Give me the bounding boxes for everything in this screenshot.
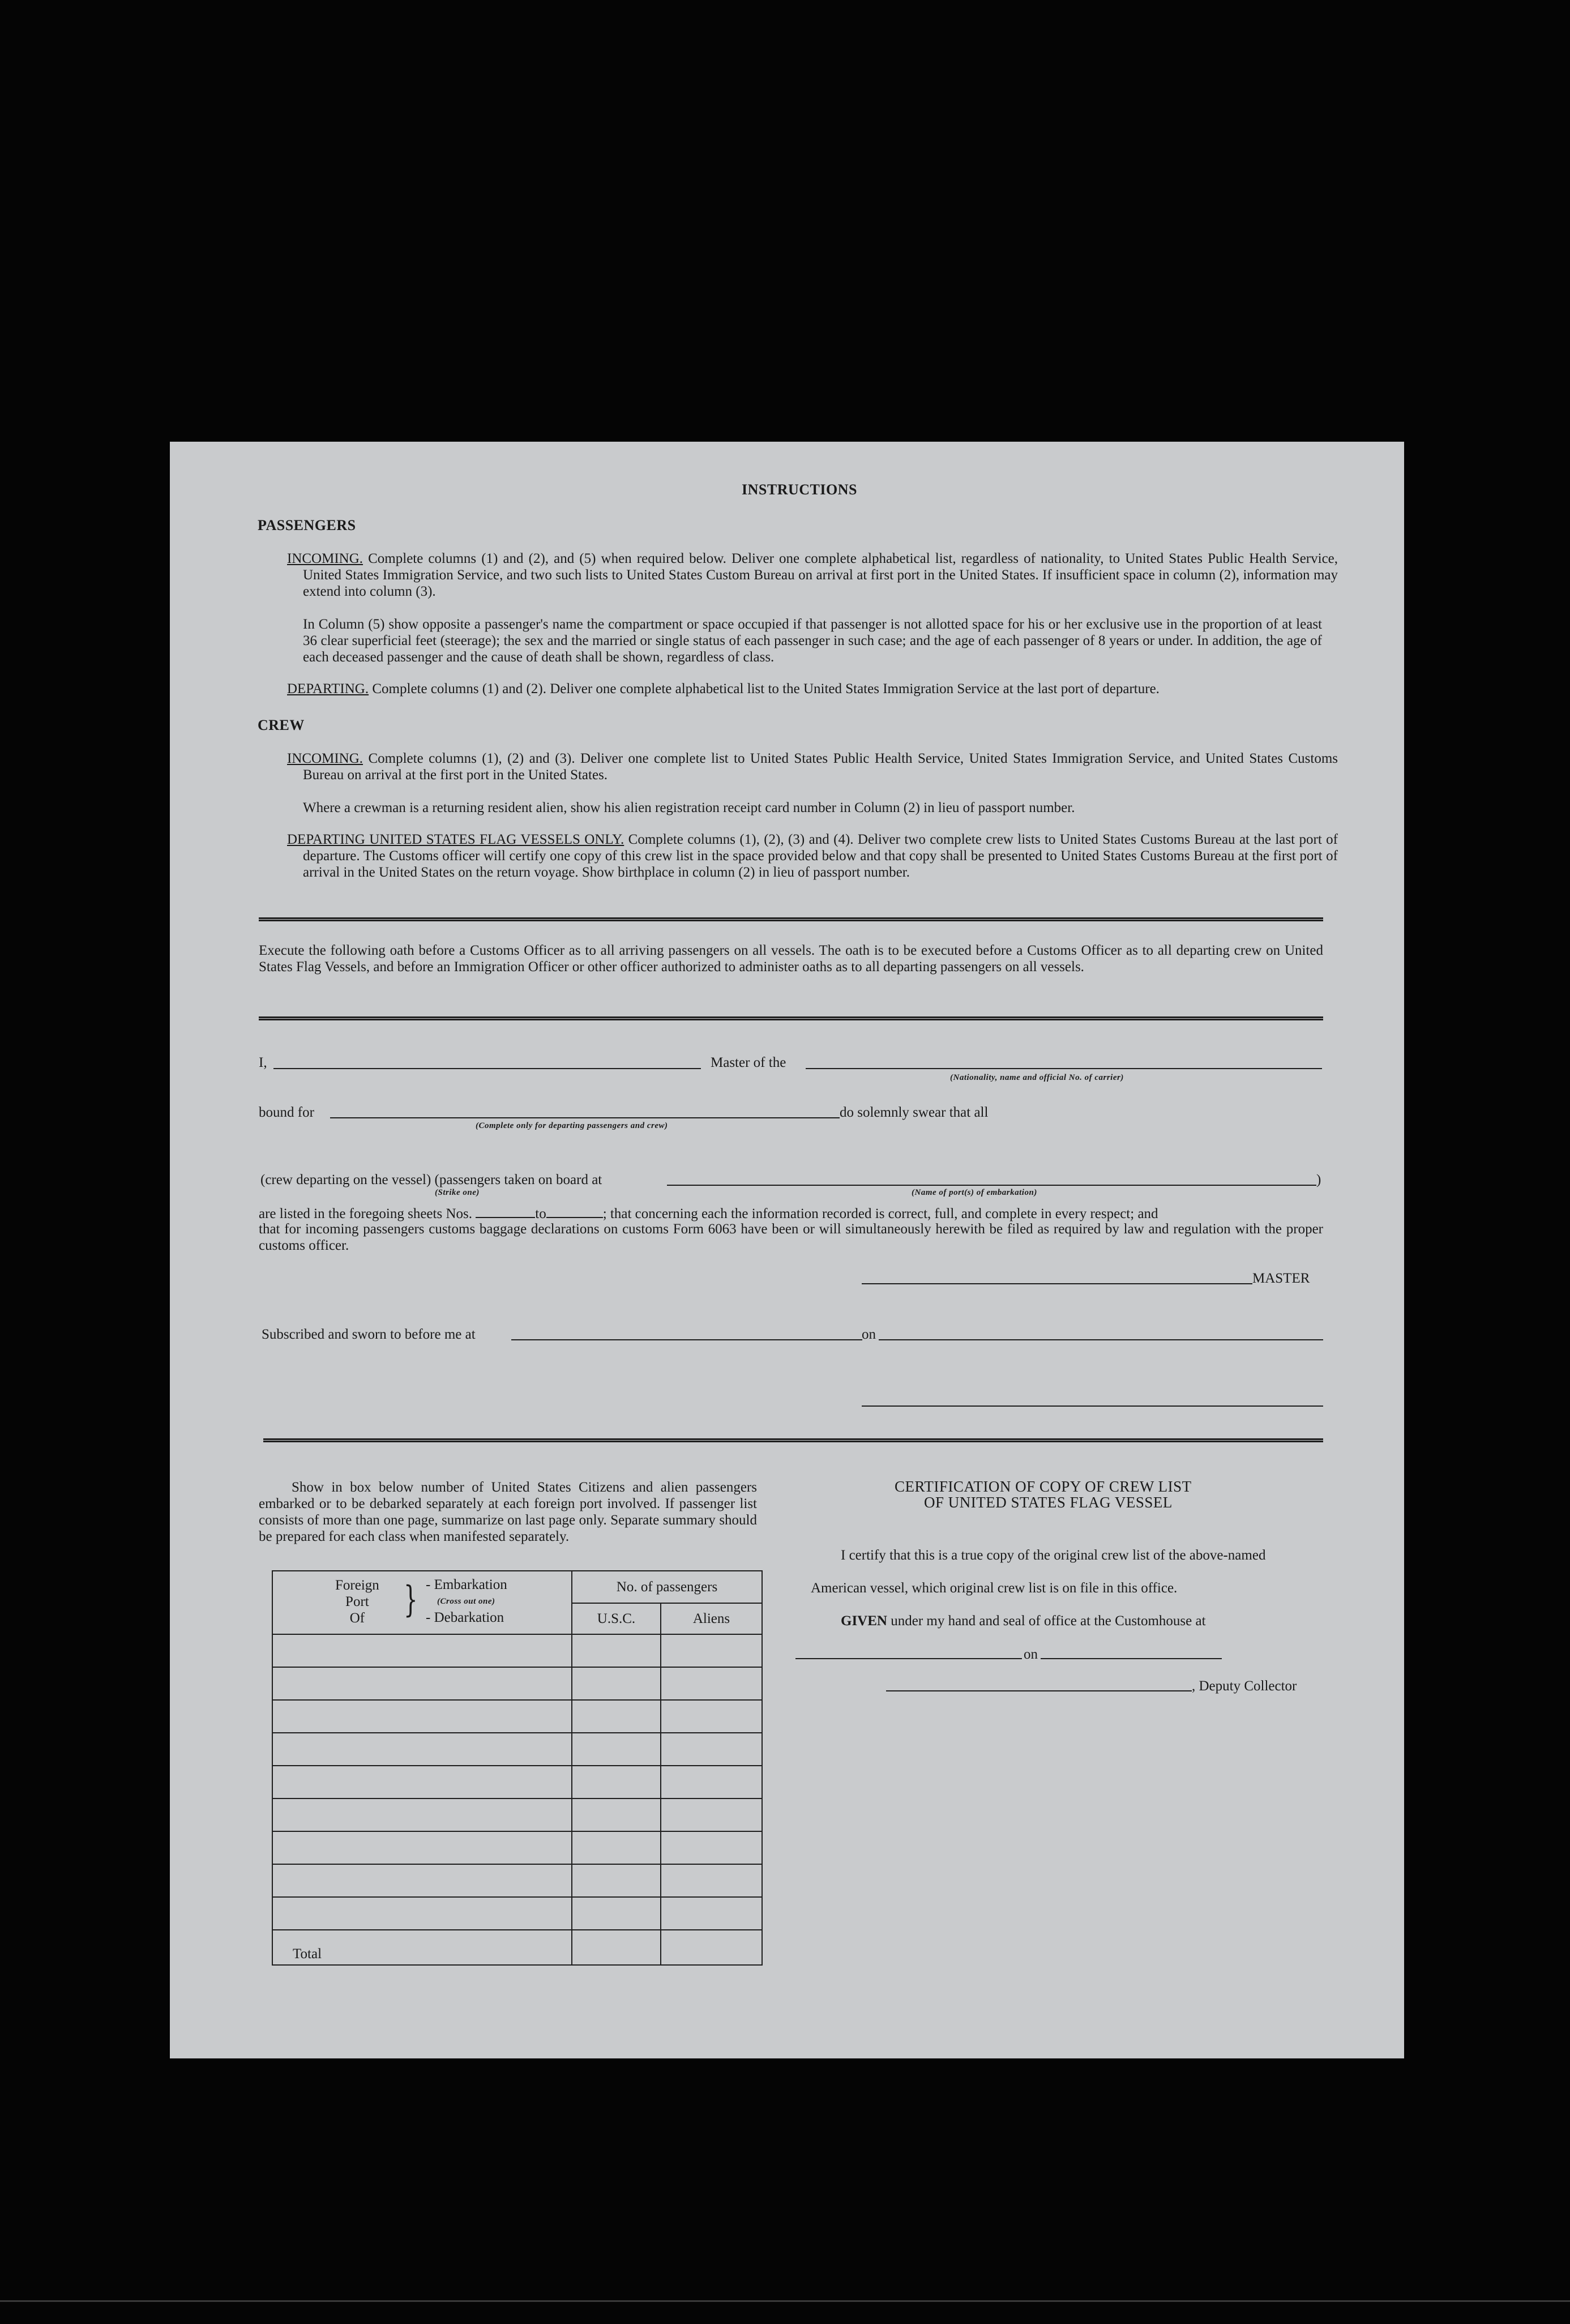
passengers-departing-text: Complete columns (1) and (2). Deliver one complete alphabetical list to the United States Immigration Service at the last port of departure. <box>372 681 1160 697</box>
aliens-cell[interactable] <box>661 1831 762 1864</box>
table-row <box>272 1864 762 1897</box>
usc-total-cell[interactable] <box>572 1930 661 1965</box>
embarkation-label: - Embarkation <box>426 1577 507 1592</box>
usc-cell[interactable] <box>572 1667 661 1700</box>
close-paren: ) <box>1316 1172 1321 1187</box>
subscribed-label: Subscribed and sworn to before me at <box>262 1327 476 1342</box>
usc-cell[interactable] <box>572 1700 661 1733</box>
table-row <box>272 1634 762 1667</box>
document-page <box>170 442 1404 2058</box>
usc-cell[interactable] <box>572 1897 661 1930</box>
crew-heading: CREW <box>258 717 305 733</box>
port-cell[interactable] <box>272 1667 572 1700</box>
port-label: Port <box>345 1594 369 1609</box>
table-row <box>272 1766 762 1798</box>
port-note: (Name of port(s) of embarkation) <box>912 1188 1037 1197</box>
summary-intro-paragraph: Show in box below number of United States Citizens and alien passengers embarked or to be debarked separately at each foreign port involved. If passenger list consists of more than one page, summarize on last page only. Separate summary should be prepared for each class when manifested separately. <box>259 1480 757 1544</box>
nationality-note: (Nationality, name and official No. of carrier) <box>950 1073 1124 1082</box>
page-title: INSTRUCTIONS <box>742 481 857 498</box>
customhouse-place-line[interactable] <box>795 1658 1022 1659</box>
crew-incoming-text: Complete columns (1), (2) and (3). Deliver one complete list to United States Public Health Service, United States Immigration Service, and United States Customs Bureau on arrival at the first port in the United States. <box>303 751 1338 783</box>
oath-intro-paragraph: Execute the following oath before a Customs Officer as to all arriving passengers on all vessels. The oath is to be executed before a Customs Officer as to all departing crew on United States Flag Vessels, and before an Immigration Officer or other officer authorized to administer oaths as to all departing passengers on all vessels. <box>259 943 1323 975</box>
usc-cell[interactable] <box>572 1831 661 1864</box>
officer-signature-line[interactable] <box>862 1405 1323 1407</box>
divider-double-3 <box>263 1438 1323 1442</box>
total-label <box>272 1930 572 1965</box>
given-label: GIVEN <box>841 1613 887 1629</box>
bound-note: (Complete only for departing passengers and crew) <box>476 1121 668 1130</box>
passengers-incoming-label: INCOMING. <box>287 551 363 566</box>
crew-incoming-label: INCOMING. <box>287 751 363 766</box>
subscribed-on-label: on <box>862 1327 876 1342</box>
usc-cell[interactable] <box>572 1798 661 1831</box>
oath-i-label: I, <box>259 1055 267 1070</box>
master-signature-line[interactable] <box>862 1283 1252 1284</box>
aliens-cell[interactable] <box>661 1634 762 1667</box>
listed-sheets-line <box>259 1204 1323 1222</box>
usc-cell[interactable] <box>572 1634 661 1667</box>
debarkation-label: - Debarkation <box>426 1610 504 1625</box>
passengers-departing-paragraph <box>287 681 1322 697</box>
port-cell[interactable] <box>272 1864 572 1897</box>
table-row <box>272 1733 762 1766</box>
sheet-from-field[interactable] <box>476 1204 535 1218</box>
passengers-incoming-text: Complete columns (1) and (2), and (5) when required below. Deliver one complete alphabetical list, regardless of nationality, to United States Public Health Service, United States Immigration Service, and two such lists to United States Custom Bureau on arrival at first port in the United States. If insufficient space in column (2), information may extend into column (3). <box>303 551 1338 599</box>
crew-incoming-paragraph <box>287 750 1338 783</box>
listed-c-text: that for incoming passengers customs baggage declarations on customs Form 6063 have been or will simultaneously herewith be filed as required by law and regulation with the proper customs officer. <box>259 1221 1323 1253</box>
divider-double-1 <box>259 917 1323 921</box>
table-row <box>272 1831 762 1864</box>
swear-label: do solemnly swear that all <box>840 1105 989 1120</box>
certification-title-2: OF UNITED STATES FLAG VESSEL <box>924 1494 1173 1511</box>
master-of-label: Master of the <box>711 1055 786 1070</box>
certify-date-line[interactable] <box>1041 1658 1222 1659</box>
port-cell[interactable] <box>272 1831 572 1864</box>
aliens-cell[interactable] <box>661 1733 762 1766</box>
foreign-port-header <box>272 1571 572 1634</box>
port-cell[interactable] <box>272 1700 572 1733</box>
crew-departing-label: (crew departing on the vessel) (passengers taken on board at <box>260 1172 602 1187</box>
deputy-signature-line[interactable] <box>886 1690 1192 1691</box>
aliens-cell[interactable] <box>661 1766 762 1798</box>
listed-b-text: ; that concerning each the information recorded is correct, full, and complete in every respect; and <box>602 1206 1158 1221</box>
master-label: MASTER <box>1252 1271 1310 1286</box>
strike-one-note: (Strike one) <box>435 1188 480 1197</box>
passengers-departing-label: DEPARTING. <box>287 681 369 697</box>
column5-paragraph: In Column (5) show opposite a passenger's name the compartment or space occupied if that passenger is not allotted space for his or her exclusive use in the proportion of at least 36 clear superficial feet (steerage); the sex and the married or single status of each passenger in such case; and the age of each passenger of 8 years or under. In addition, the age of each deceased passenger and the cause of death shall be shown, regardless of class. <box>303 617 1322 665</box>
divider-double-2 <box>259 1016 1323 1020</box>
carrier-line[interactable] <box>806 1068 1322 1069</box>
master-name-line[interactable] <box>273 1068 701 1069</box>
passengers-heading: PASSENGERS <box>258 517 356 533</box>
bound-for-line[interactable] <box>330 1117 840 1118</box>
aliens-cell[interactable] <box>661 1798 762 1831</box>
port-cell[interactable] <box>272 1634 572 1667</box>
table-row <box>272 1667 762 1700</box>
aliens-header: Aliens <box>661 1603 762 1634</box>
usc-cell[interactable] <box>572 1864 661 1897</box>
aliens-cell[interactable] <box>661 1897 762 1930</box>
subscribed-date-line[interactable] <box>879 1339 1323 1340</box>
aliens-cell[interactable] <box>661 1667 762 1700</box>
given-text: under my hand and seal of office at the Customhouse at <box>891 1613 1206 1629</box>
table-row <box>272 1798 762 1831</box>
passengers-incoming-paragraph <box>287 550 1338 600</box>
given-line <box>841 1613 1206 1629</box>
listed-to-text: to <box>535 1206 546 1221</box>
deputy-collector-label: , Deputy Collector <box>1192 1678 1297 1694</box>
certification-title-1: CERTIFICATION OF COPY OF CREW LIST <box>895 1478 1192 1495</box>
aliens-total-cell[interactable] <box>661 1930 762 1965</box>
usc-header: U.S.C. <box>572 1603 661 1634</box>
brace-icon: } <box>404 1579 418 1621</box>
crew-departing-paragraph <box>287 831 1338 881</box>
certify-line-1: I certify that this is a true copy of the original crew list of the above-named <box>841 1548 1266 1563</box>
table-row <box>272 1700 762 1733</box>
listed-a-text: are listed in the foregoing sheets Nos. <box>259 1206 472 1221</box>
foreign-port-of-labels <box>335 1577 379 1626</box>
certify-line-2: American vessel, which original crew list is on file in this office. <box>811 1580 1178 1596</box>
crew-departing-text: Complete columns (1), (2), (3) and (4). Deliver two complete crew lists to United States Customs Bureau at the last port of departure. The Customs officer will certify one copy of this crew list in the space provided below and that copy shall be presented to United States Customs Bureau at the first port of arrival in the United States on the return voyage. Show birthplace in column (2) in lieu of passport number. <box>303 832 1338 880</box>
no-passengers-header: No. of passengers <box>572 1571 762 1603</box>
subscribed-place-line[interactable] <box>511 1339 862 1340</box>
crew-resident-paragraph: Where a crewman is a returning resident alien, show his alien registration receipt card number in Column (2) in lieu of passport number. <box>303 800 1075 815</box>
aliens-cell[interactable] <box>661 1864 762 1897</box>
of-label: Of <box>349 1610 365 1626</box>
bound-for-label: bound for <box>259 1105 314 1120</box>
port-cell[interactable] <box>272 1798 572 1831</box>
crew-departing-label: DEPARTING UNITED STATES FLAG VESSELS ONLY. <box>287 832 624 847</box>
cross-out-note: (Cross out one) <box>437 1597 495 1606</box>
foreign-label: Foreign <box>335 1578 379 1593</box>
port-cell[interactable] <box>272 1733 572 1766</box>
usc-cell[interactable] <box>572 1733 661 1766</box>
embarkation-port-line[interactable] <box>667 1185 1316 1186</box>
aliens-cell[interactable] <box>661 1700 762 1733</box>
passenger-summary-table <box>272 1570 763 1966</box>
port-cell[interactable] <box>272 1897 572 1930</box>
port-cell[interactable] <box>272 1766 572 1798</box>
sheet-to-field[interactable] <box>546 1204 603 1218</box>
total-text: Total <box>293 1946 322 1962</box>
usc-cell[interactable] <box>572 1766 661 1798</box>
total-row <box>272 1930 762 1965</box>
scan-edge-line <box>0 2300 1570 2302</box>
certify-on-label: on <box>1024 1647 1038 1662</box>
table-row <box>272 1897 762 1930</box>
